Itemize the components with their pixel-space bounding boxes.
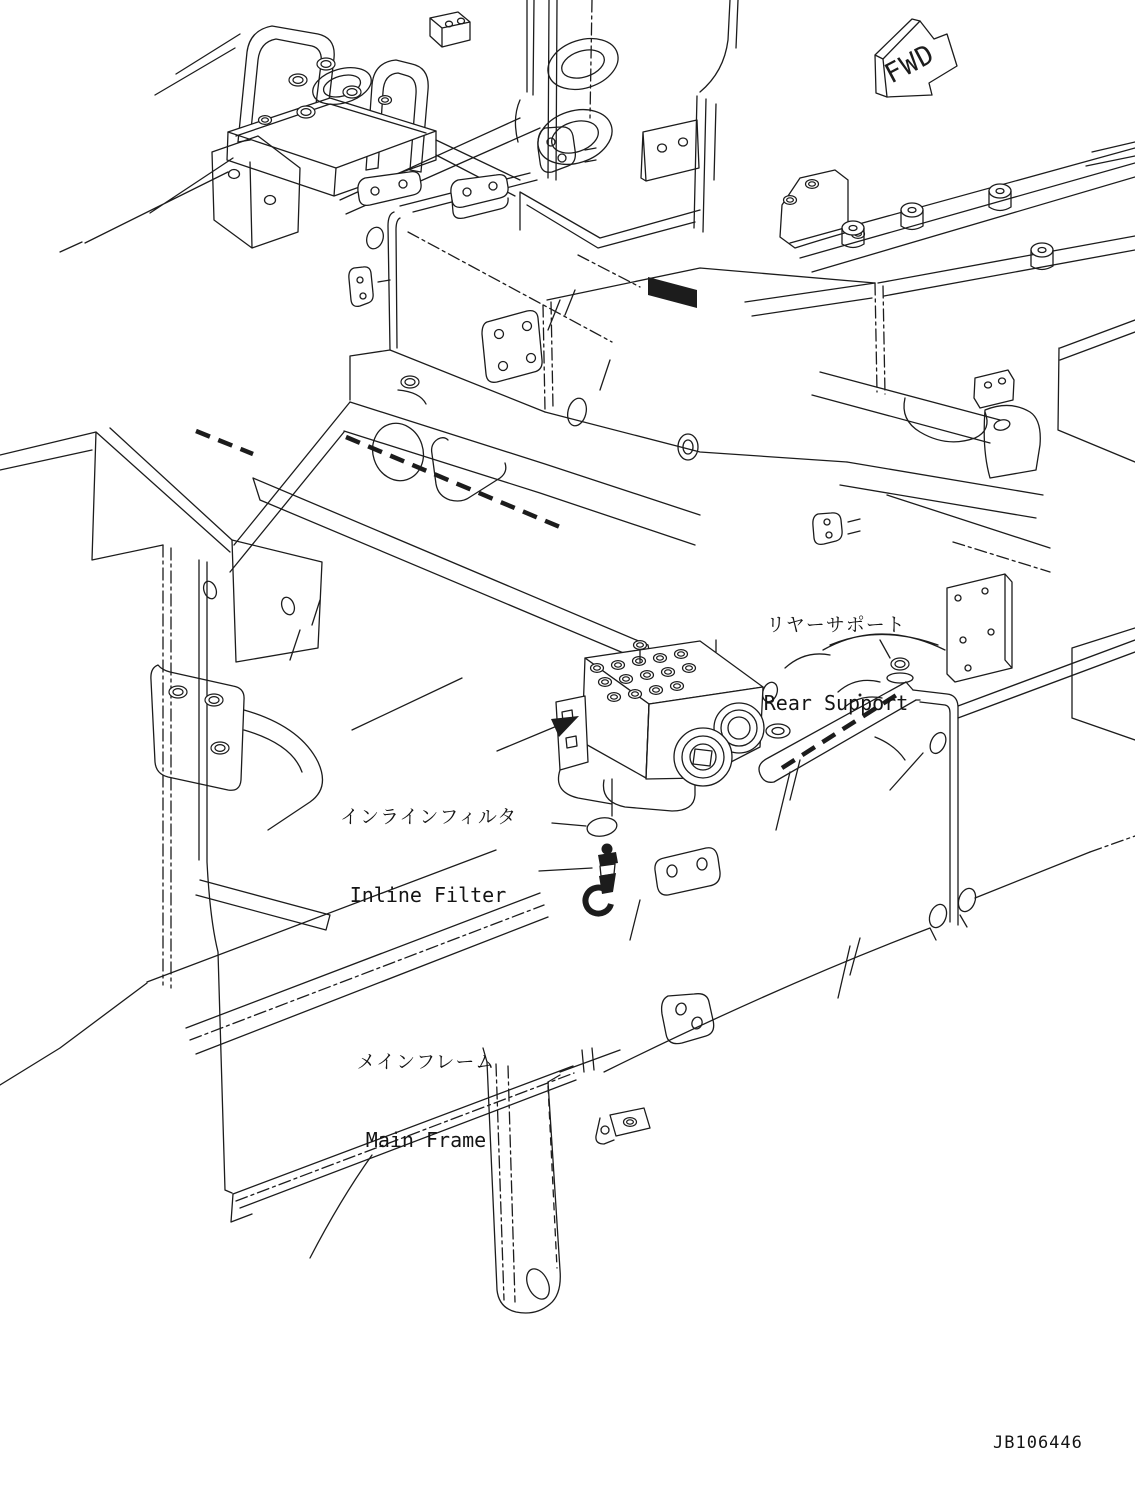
inline-filter-label-en: Inline Filter bbox=[349, 883, 507, 907]
inline-filter-assembly bbox=[556, 641, 764, 811]
plug-fitting bbox=[539, 844, 618, 914]
top-right-frame-rails bbox=[745, 142, 1135, 572]
spacer-cylinder bbox=[901, 203, 923, 230]
callout-main-frame bbox=[356, 997, 496, 1205]
top-center-column bbox=[515, 0, 738, 248]
fwd-arrow-icon bbox=[875, 19, 957, 97]
callout-rear-support bbox=[756, 560, 916, 768]
left-frame-members bbox=[0, 428, 330, 1222]
center-tank-box bbox=[344, 172, 875, 545]
main-frame-label-en: Main Frame bbox=[365, 1128, 487, 1152]
rear-support-label-jp: リヤーサポート bbox=[766, 614, 906, 636]
rear-support-label-en: Rear Support bbox=[763, 691, 909, 715]
inline-filter-label-jp: インラインフィルタ bbox=[340, 806, 518, 828]
callout-inline-filter bbox=[340, 752, 516, 960]
hanging-bracket bbox=[483, 1048, 650, 1313]
fwd-arrow-label: FWD bbox=[879, 38, 941, 91]
main-frame-label-jp: メインフレーム bbox=[356, 1051, 496, 1073]
drawing-number: JB106446 bbox=[993, 1433, 1083, 1453]
top-left-support-assembly bbox=[60, 12, 540, 252]
spacer-cylinder bbox=[989, 184, 1011, 211]
o-ring bbox=[552, 779, 618, 838]
